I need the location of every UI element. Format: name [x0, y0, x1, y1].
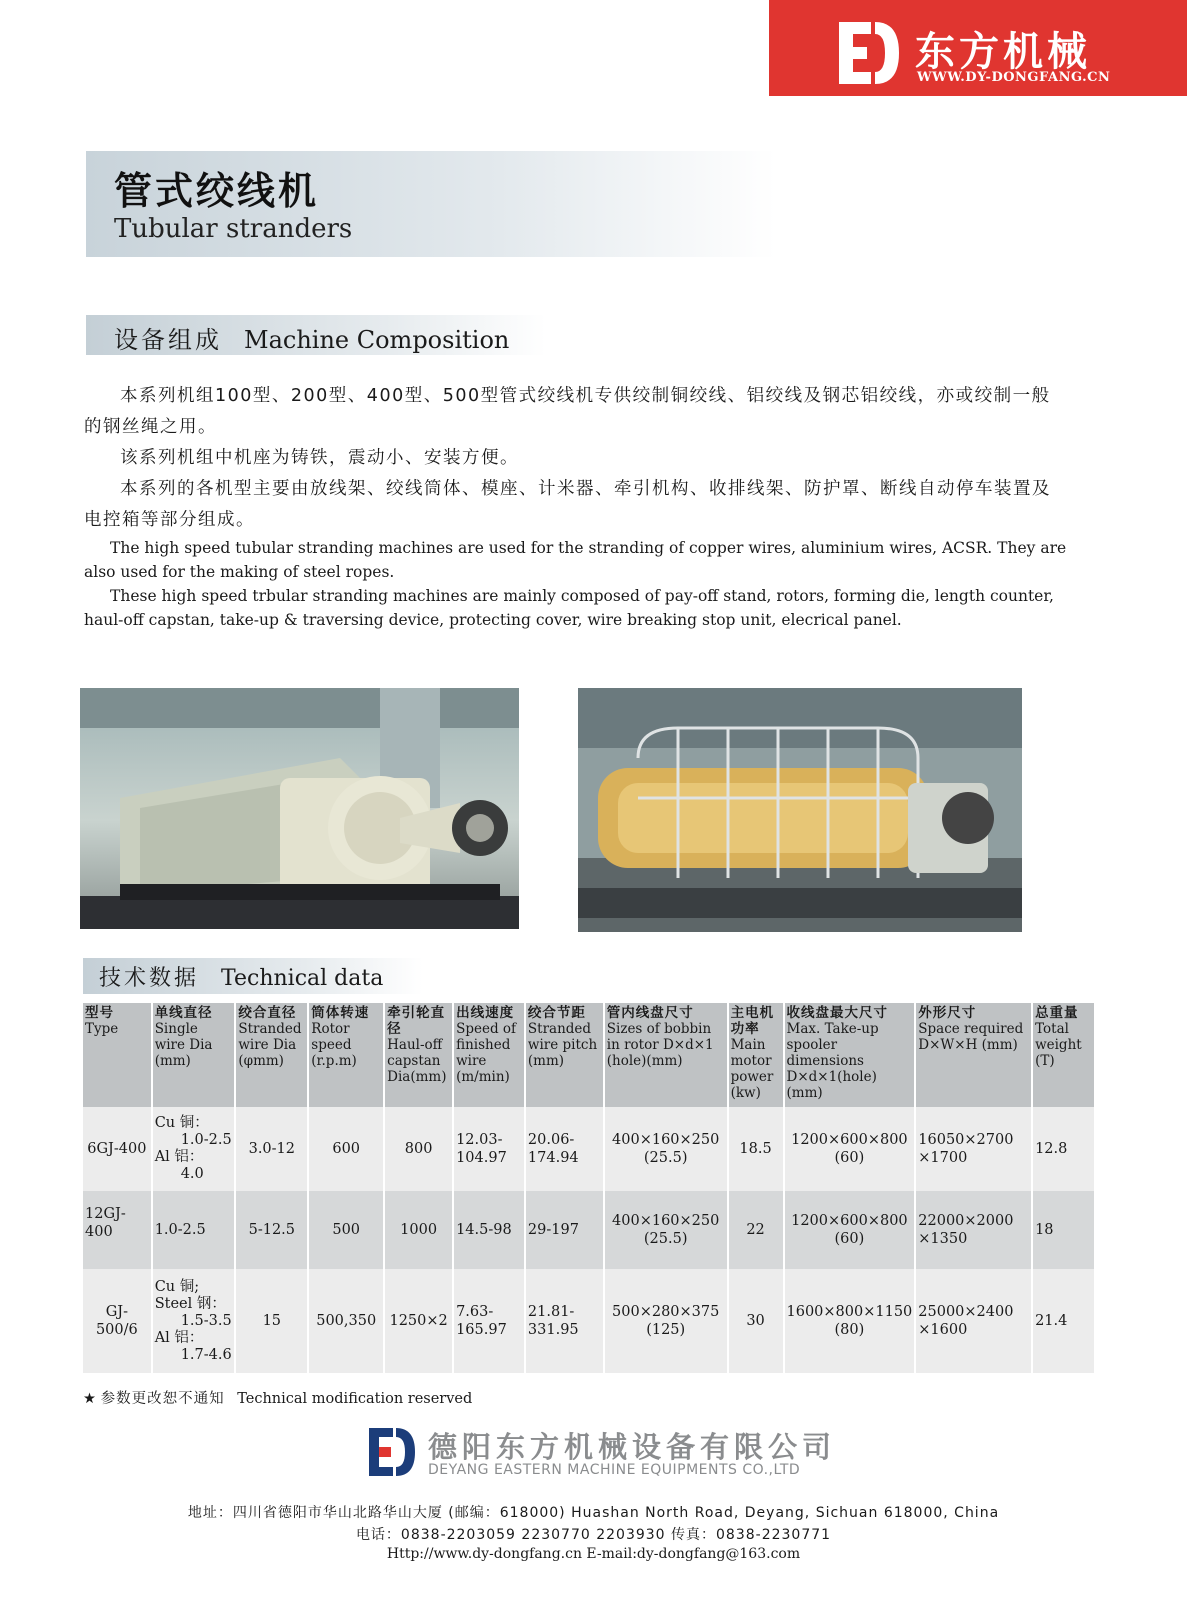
column-header-cn: 出线速度	[456, 1005, 515, 1021]
footer-logo-icon	[369, 1428, 415, 1476]
cell-motor: 18.5	[728, 1107, 784, 1191]
cell-space	[915, 1107, 1032, 1191]
column-header	[784, 1003, 916, 1107]
column-header-cn: 筒体转速	[311, 1005, 370, 1021]
column-header-cn: 牵引轮直径	[387, 1005, 446, 1037]
column-header-cn: 主电机功率	[730, 1005, 775, 1037]
cell-weight: 12.8	[1032, 1107, 1095, 1191]
column-header-en: Type	[85, 1021, 119, 1037]
wire-spec-line: 1.0-2.5	[180, 1132, 232, 1148]
table-header-row	[83, 1003, 1095, 1107]
spooler-hole: (80)	[834, 1322, 865, 1338]
star-icon: ★	[83, 1391, 96, 1407]
cell-spooler	[784, 1191, 916, 1269]
cell-weight: 21.4	[1032, 1269, 1095, 1373]
column-header-en: Rotor speed (r.p.m)	[311, 1021, 357, 1069]
cell-speed: 14.5-98	[453, 1191, 525, 1269]
address-text: 地址：四川省德阳市华山北路华山大厦 (邮编：618000) Huashan North Road, Deyang, Sichuan 618000, China	[187, 1505, 1000, 1521]
column-header	[525, 1003, 604, 1107]
space-h: ×1700	[918, 1150, 968, 1166]
brand-website: WWW.DY-DONGFANG.CN	[917, 70, 1111, 85]
column-header-en: Space required D×W×H (mm)	[918, 1021, 1024, 1053]
column-header-en: Sizes of bobbin in rotor D×d×1 (hole)(mm)	[606, 1021, 714, 1069]
column-header	[152, 1003, 236, 1107]
cell-rotor-speed: 500,350	[308, 1269, 384, 1373]
column-header-cn: 管内线盘尺寸	[606, 1005, 694, 1021]
cell-single-wire	[152, 1269, 236, 1373]
cell-single-wire	[152, 1107, 236, 1191]
company-logo-icon	[839, 22, 899, 84]
column-header-en: Speed of finished wire (m/min)	[456, 1021, 517, 1085]
spooler-size: 1200×600×800	[791, 1132, 908, 1148]
column-header-cn: 外形尺寸	[918, 1005, 977, 1021]
cell-spooler	[784, 1107, 916, 1191]
wire-spec-line: Cu 铜：	[154, 1115, 209, 1131]
bobbin-hole: (25.5)	[643, 1231, 688, 1247]
space-dw: 16050×2700	[918, 1132, 1014, 1148]
note-en: Technical modification reserved	[237, 1391, 473, 1407]
table-row	[83, 1107, 1095, 1191]
bobbin-size: 400×160×250	[612, 1213, 720, 1229]
column-header	[453, 1003, 525, 1107]
space-h: ×1600	[918, 1322, 968, 1338]
web-email-link[interactable]: Http://www.dy-dongfang.cn E-mail:dy-dongfang@163.com	[386, 1546, 801, 1562]
composition-heading-en: Machine Composition	[244, 326, 510, 354]
cell-space	[915, 1269, 1032, 1373]
paragraph-cn: 本系列的各机型主要由放线架、绞线筒体、模座、计米器、牵引机构、收排线架、防护罩、断线自动停车装置及电控箱等部分组成。	[84, 479, 1051, 530]
column-header-en: Haul-off capstan Dia(mm)	[387, 1037, 447, 1085]
cell-motor: 22	[728, 1191, 784, 1269]
cell-space	[915, 1191, 1032, 1269]
spooler-size: 1200×600×800	[791, 1213, 908, 1229]
column-header	[83, 1003, 152, 1107]
wire-spec-line: Steel 钢：	[154, 1295, 226, 1312]
technical-heading-cn: 技术数据	[99, 966, 200, 991]
column-header-en: Stranded wire Dia (φmm)	[238, 1021, 302, 1069]
column-header	[604, 1003, 728, 1107]
cell-speed: 12.03-104.97	[453, 1107, 525, 1191]
cell-pitch: 29-197	[525, 1191, 604, 1269]
spooler-size: 1600×800×1150	[786, 1304, 913, 1320]
cell-rotor-speed: 500	[308, 1191, 384, 1269]
column-header-en: Single wire Dia (mm)	[154, 1021, 213, 1069]
wire-spec-line: Al 铝：	[154, 1329, 204, 1346]
column-header	[1032, 1003, 1095, 1107]
technical-heading-en: Technical data	[221, 966, 384, 991]
cell-weight: 18	[1032, 1191, 1095, 1269]
cell-type: 6GJ-400	[83, 1107, 152, 1191]
column-header	[308, 1003, 384, 1107]
column-header-en: Max. Take-up spooler dimensions D×d×1(hole)(mm)	[786, 1021, 879, 1101]
paragraph-en: These high speed trbular stranding machines are mainly composed of pay-off stand, rotors, forming die, length counter, haul-off capstan, take-up & traversing device, protecting cover, wire breaking stop unit, elecrical panel.	[84, 587, 1054, 629]
cell-haul-off: 1250×2	[384, 1269, 453, 1373]
composition-text-en	[84, 536, 1074, 632]
composition-heading	[114, 320, 509, 355]
company-contact	[0, 1546, 1187, 1562]
wire-spec-line: Cu 铜;	[154, 1278, 200, 1295]
column-header	[915, 1003, 1032, 1107]
wire-spec-line: 1.0-2.5	[154, 1221, 206, 1238]
technical-data-table	[83, 1003, 1096, 1373]
column-header	[728, 1003, 784, 1107]
cell-stranded-dia: 5-12.5	[235, 1191, 308, 1269]
modification-note	[83, 1387, 472, 1408]
composition-text-cn	[84, 381, 1064, 536]
phone-text: 电话：0838-2203059 2230770 2203930 传真：0838-2230771	[355, 1527, 832, 1543]
company-name-en: DEYANG EASTERN MACHINE EQUIPMENTS CO.,LTD	[428, 1462, 801, 1478]
company-phone	[0, 1524, 1187, 1544]
column-header-cn: 总重量	[1035, 1005, 1079, 1021]
cell-single-wire	[152, 1191, 236, 1269]
bobbin-hole: (125)	[646, 1322, 686, 1338]
column-header-cn: 单线直径	[154, 1005, 213, 1021]
cell-bobbin	[604, 1191, 728, 1269]
brand-banner	[769, 0, 1187, 96]
space-h: ×1350	[918, 1231, 968, 1247]
column-header-cn: 收线盘最大尺寸	[786, 1005, 888, 1021]
column-header-en: Main motor power (kw)	[730, 1037, 774, 1101]
table-row	[83, 1191, 1095, 1269]
column-header-en: Total weight (T)	[1035, 1021, 1082, 1069]
brand-name-cn: 东方机械	[915, 29, 1091, 75]
space-dw: 22000×2000	[918, 1213, 1014, 1229]
cell-stranded-dia: 3.0-12	[235, 1107, 308, 1191]
cell-type: 12GJ-400	[83, 1191, 152, 1269]
cell-spooler	[784, 1269, 916, 1373]
cell-motor: 30	[728, 1269, 784, 1373]
cell-pitch: 20.06-174.94	[525, 1107, 604, 1191]
paragraph-cn: 本系列机组100型、200型、400型、500型管式绞线机专供绞制铜绞线、铝绞线及钢芯铝绞线，亦或绞制一般的钢丝绳之用。	[84, 386, 1051, 437]
page-title-en: Tubular stranders	[114, 214, 353, 244]
company-address	[0, 1502, 1187, 1522]
column-header	[384, 1003, 453, 1107]
cell-bobbin	[604, 1269, 728, 1373]
note-cn: 参数更改恕不通知	[100, 1391, 225, 1407]
company-name-cn: 德阳东方机械设备有限公司	[428, 1430, 837, 1464]
composition-heading-cn: 设备组成	[114, 326, 222, 354]
machine-photo-right	[578, 688, 1022, 932]
technical-heading	[99, 961, 383, 992]
space-dw: 25000×2400	[918, 1304, 1014, 1320]
bobbin-size: 400×160×250	[612, 1132, 720, 1148]
page-title-cn: 管式绞线机	[114, 169, 320, 213]
spooler-hole: (60)	[834, 1231, 865, 1247]
column-header	[235, 1003, 308, 1107]
cell-pitch: 21.81-331.95	[525, 1269, 604, 1373]
cell-type: GJ-500/6	[83, 1269, 152, 1373]
cell-rotor-speed: 600	[308, 1107, 384, 1191]
wire-spec-line: 1.5-3.5	[180, 1312, 232, 1329]
column-header-cn: 型号	[85, 1005, 114, 1021]
cell-bobbin	[604, 1107, 728, 1191]
column-header-cn: 绞合节距	[527, 1005, 586, 1021]
cell-haul-off: 1000	[384, 1191, 453, 1269]
bobbin-size: 500×280×375	[612, 1304, 720, 1320]
paragraph-en: The high speed tubular stranding machines are used for the stranding of copper wires, aluminium wires, ACSR. They are also used for the making of steel ropes.	[84, 539, 1067, 581]
column-header-en: Stranded wire pitch (mm)	[527, 1021, 598, 1069]
paragraph-cn: 该系列机组中机座为铸铁，震动小、安装方便。	[120, 448, 519, 468]
machine-photo-left	[80, 688, 519, 929]
wire-spec-line: 1.7-4.6	[180, 1346, 232, 1363]
cell-stranded-dia: 15	[235, 1269, 308, 1373]
cell-haul-off: 800	[384, 1107, 453, 1191]
wire-spec-line: Al 铝：	[154, 1149, 204, 1165]
spooler-hole: (60)	[834, 1150, 865, 1166]
bobbin-hole: (25.5)	[643, 1150, 688, 1166]
wire-spec-line: 4.0	[180, 1166, 204, 1182]
column-header-cn: 绞合直径	[238, 1005, 297, 1021]
table-row	[83, 1269, 1095, 1373]
cell-speed: 7.63-165.97	[453, 1269, 525, 1373]
